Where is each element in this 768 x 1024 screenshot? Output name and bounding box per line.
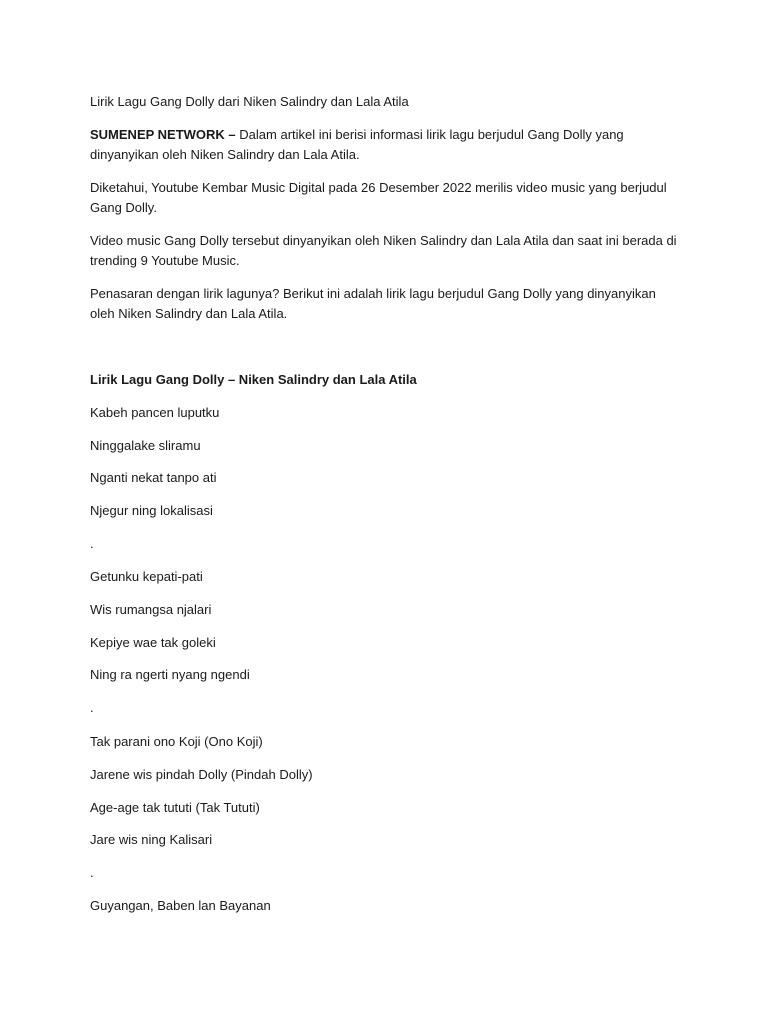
body-paragraph: Diketahui, Youtube Kembar Music Digital pada 26 Desember 2022 merilis video music yang berjudul Gang Dolly. [90, 180, 667, 215]
lyric-line: Nganti nekat tanpo ati [90, 470, 217, 485]
intro-paragraph [90, 125, 680, 165]
lyric-line: Tak parani ono Koji (Ono Koji) [90, 734, 263, 749]
intro-lead-bold: SUMENEP NETWORK – [90, 127, 236, 142]
lyrics-heading: Lirik Lagu Gang Dolly – Niken Salindry dan Lala Atila [90, 372, 417, 387]
lyric-line: Kabeh pancen luputku [90, 405, 220, 420]
lyric-line: Jarene wis pindah Dolly (Pindah Dolly) [90, 767, 313, 782]
lyric-line: Ninggalake sliramu [90, 438, 201, 453]
lyric-separator: . [90, 536, 94, 551]
lyric-line: Njegur ning lokalisasi [90, 503, 213, 518]
lyric-line: Guyangan, Baben lan Bayanan [90, 898, 271, 913]
intro-lead-rest: Dalam artikel ini berisi informasi lirik lagu berjudul Gang Dolly yang dinyanyikan oleh Niken Salindry dan Lala Atila. [90, 127, 624, 162]
lyric-line: Age-age tak tututi (Tak Tututi) [90, 800, 260, 815]
lyric-line: Getunku kepati-pati [90, 569, 203, 584]
body-paragraph: Video music Gang Dolly tersebut dinyanyikan oleh Niken Salindry dan Lala Atila dan saat ini berada di trending 9 Youtube Music. [90, 233, 677, 268]
lyric-line: Jare wis ning Kalisari [90, 832, 213, 847]
lyric-line: Kepiye wae tak goleki [90, 635, 216, 650]
body-paragraph: Penasaran dengan lirik lagunya? Berikut ini adalah lirik lagu berjudul Gang Dolly yang dinyanyikan oleh Niken Salindry dan Lala Atila. [90, 286, 656, 321]
lyric-line: Wis rumangsa njalari [90, 602, 212, 617]
lyric-line: Ning ra ngerti nyang ngendi [90, 667, 250, 682]
document-title: Lirik Lagu Gang Dolly dari Niken Salindry dan Lala Atila [90, 94, 409, 109]
lyric-separator: . [90, 700, 94, 715]
lyric-separator: . [90, 865, 94, 880]
